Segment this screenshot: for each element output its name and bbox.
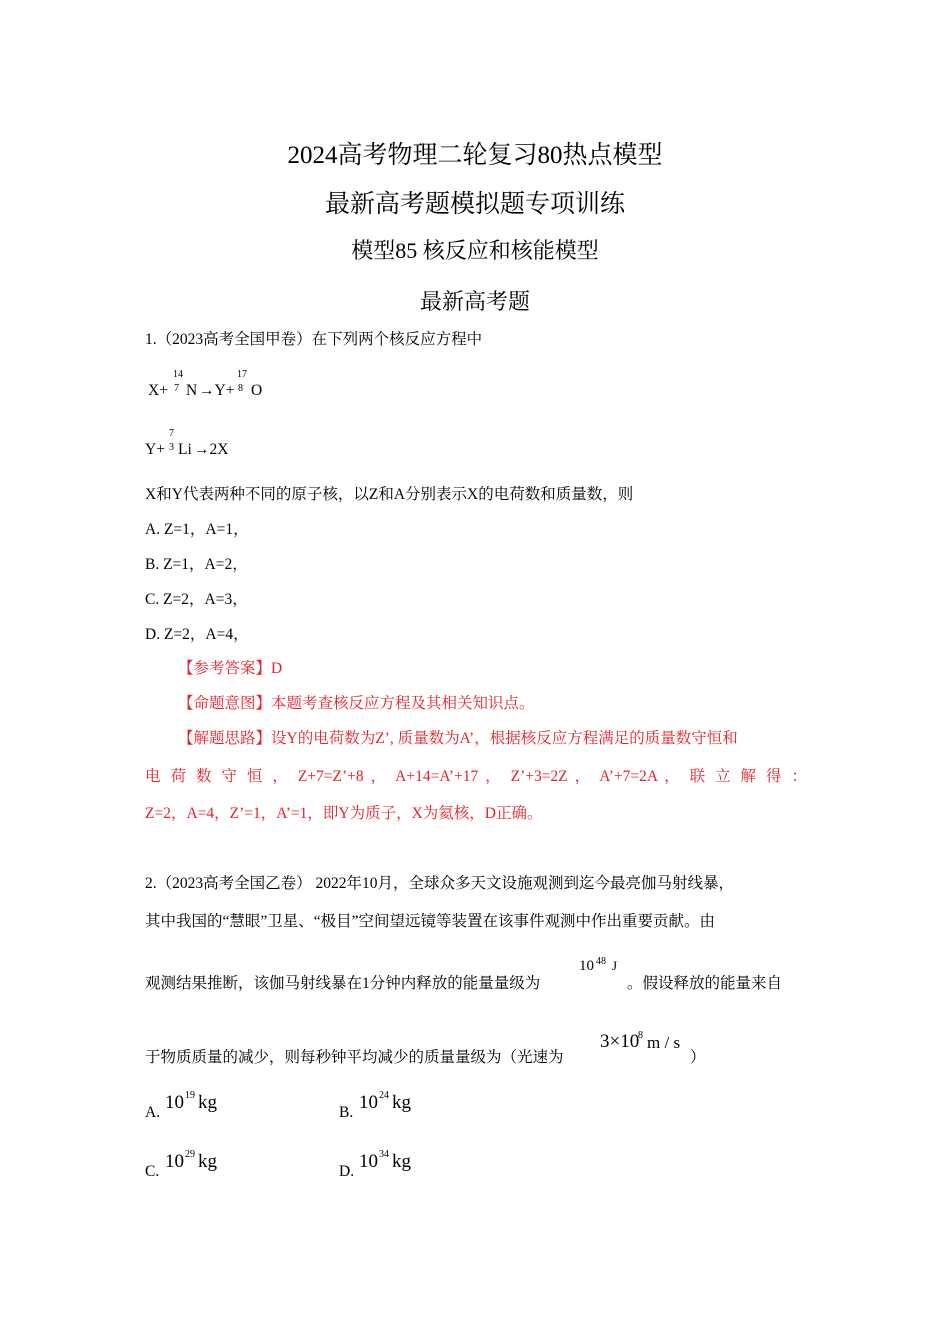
eq1-n-symbol: N xyxy=(186,382,198,399)
q2-option-c-exp: 29 xyxy=(185,1149,195,1160)
q1-intent: 【命题意图】本题考查核反应方程及其相关知识点。 xyxy=(178,695,535,712)
c-unit: m / s xyxy=(647,1033,681,1052)
q2-option-c-unit: kg xyxy=(198,1151,217,1172)
q2-line1: 2.（2023高考全国乙卷） 2022年10月，全球众多天文设施观测到迄今最亮伽马射线暴， xyxy=(145,875,735,892)
q2-line4-post: ） xyxy=(690,1049,706,1066)
q2-option-c-base: 10 xyxy=(165,1151,184,1172)
eq1-arrow-y: →Y+ xyxy=(199,382,235,399)
q1-option-d: D. Z=2，A=4， xyxy=(145,626,249,643)
q2-option-a-unit: kg xyxy=(198,1092,217,1113)
q1-option-b: B. Z=1，A=2， xyxy=(145,556,248,573)
q2-option-b-base: 10 xyxy=(359,1092,378,1113)
energy-base: 10 xyxy=(579,958,594,974)
model-title: 模型85 核反应和核能模型 xyxy=(351,238,599,263)
q2-option-c-letter: C. xyxy=(145,1163,160,1180)
q2-option-b-unit: kg xyxy=(392,1092,411,1113)
q2-option-d-exp: 34 xyxy=(379,1149,389,1160)
q2-option-a-exp: 19 xyxy=(185,1090,195,1101)
eq2-y-plus: Y+ xyxy=(145,441,165,458)
q2-line4-pre: 于物质质量的减少，则每秒钟平均减少的质量量级为（光速为 xyxy=(145,1049,564,1066)
q2-line3 xyxy=(145,971,540,993)
q1-solution-line2: 电 荷 数 守 恒 ， Z+7=Z’+8 ， A+14=A’+17 ， Z’+3=2Z ， A’+7=2A ， 联 立 解 得 ： xyxy=(145,768,807,785)
eq2-arrow-2x: →2X xyxy=(194,441,229,458)
eq1-n-charge: 7 xyxy=(174,383,179,394)
eq1-o-mass: 17 xyxy=(237,369,247,380)
q1-stem: 1.（2023高考全国甲卷）在下列两个核反应方程中 xyxy=(145,331,483,348)
eq1-o-charge: 8 xyxy=(238,383,243,394)
q2-option-a-letter: A. xyxy=(145,1104,161,1121)
eq1-n-mass: 14 xyxy=(173,369,183,380)
eq2-li-symbol: Li xyxy=(178,441,192,458)
q2-option-b-letter: B. xyxy=(339,1104,354,1121)
q1-option-c: C. Z=2，A=3， xyxy=(145,591,248,608)
q2-option-d-base: 10 xyxy=(359,1151,378,1172)
document-title: 2024高考物理二轮复习80热点模型 xyxy=(287,142,663,169)
q1-solution-line3: Z=2，A=4，Z’=1，A’=1，即Y为质子，X为氦核，D正确。 xyxy=(145,805,543,822)
energy-exponent: 48 xyxy=(596,956,606,967)
q2-line2: 其中我国的“慧眼”卫星、“极目”空间望远镜等装置在该事件观测中作出重要贡献。由 xyxy=(145,913,716,930)
document-subtitle: 最新高考题模拟题专项训练 xyxy=(324,191,625,218)
eq1-o-symbol: O xyxy=(251,382,263,399)
eq1-x-plus: X+ xyxy=(148,382,168,399)
eq2-li-mass: 7 xyxy=(169,428,174,439)
q2-option-d-letter: D. xyxy=(339,1163,355,1180)
eq2-li-charge: 3 xyxy=(169,442,174,453)
q2-line3-pre: 观测结果推断，该伽马射线暴在1分钟内释放的能量量级为 xyxy=(145,975,541,992)
q2-option-d-unit: kg xyxy=(392,1151,411,1172)
q1-option-a: A. Z=1，A=1， xyxy=(145,521,249,538)
q2-line3-post: 。假设释放的能量来自 xyxy=(627,975,783,992)
c-coefficient: 3×10 xyxy=(600,1031,640,1052)
q2-option-a-base: 10 xyxy=(165,1092,184,1113)
q1-answer: 【参考答案】D xyxy=(178,660,283,677)
q1-solution-line1: 【解题思路】设Y的电荷数为Z’, 质量数为A’，根据核反应方程满足的质量数守恒和 xyxy=(178,730,738,747)
c-exponent: 8 xyxy=(638,1030,643,1041)
section-heading: 最新高考题 xyxy=(419,289,530,314)
energy-unit: J xyxy=(612,958,618,973)
q2-option-b-exp: 24 xyxy=(379,1090,389,1101)
q1-text: X和Y代表两种不同的原子核，以Z和A分别表示X的电荷数和质量数，则 xyxy=(145,486,634,503)
